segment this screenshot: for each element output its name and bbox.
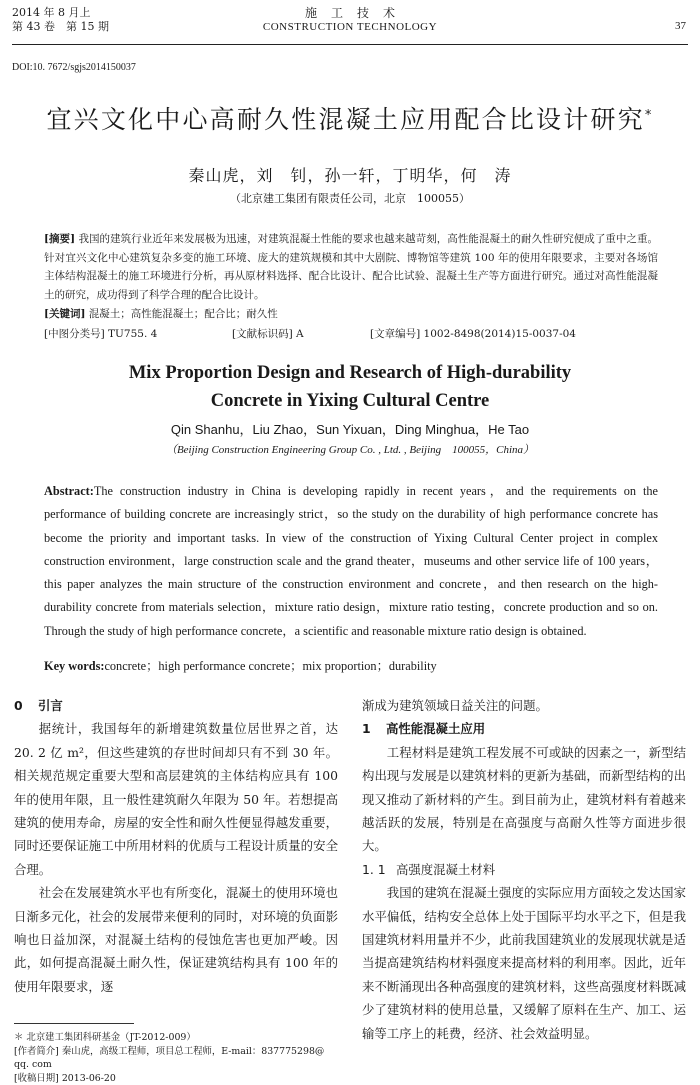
funding-marker: *: [645, 108, 654, 123]
abstract-en: [44, 480, 658, 643]
abstract-cn: [44, 230, 658, 304]
subsection-title: 高强度混凝土材料: [396, 862, 495, 877]
section-title: 高性能混凝土应用: [386, 721, 485, 736]
subsection-heading-high-strength: [362, 858, 686, 881]
section-heading-hpc-application: [362, 717, 686, 740]
article-number: [370, 326, 576, 342]
page-number: 37: [675, 20, 686, 32]
keywords-en-text: concrete；high performance concrete；mix proportion；durability: [104, 659, 436, 673]
authors-cn: 秦山虎，刘 钊，孙一轩，丁明华，何 涛: [0, 165, 700, 187]
section-heading-introduction: [14, 694, 338, 717]
clc-value: TU755. 4: [108, 328, 157, 340]
header-divider: [12, 44, 688, 45]
funding-note: ＊ 北京建工集团科研基金（JT-2012-009）: [14, 1031, 338, 1045]
journal-name-cn: 施工技术: [0, 6, 700, 20]
abstract-en-text: The construction industry in China is developing rapidly in recent years，and the requirements on the performance of building concrete are increasingly strict，so the study on the durability of high performance concrete has become the priority and important tasks. In view of the construction of Yixing Cultural Center project in complex construction environment，large construction scale and the grand theater，museums and other service life of 100 years，this paper analyzes the main structure of the construction environment and concrete，and then research on the high-durability concrete from materials selection，mixture ratio design，mixture ratio testing，concrete production and so on. Through the study of high performance concrete，a scientific and reasonable mixture ratio design is obtained.: [44, 484, 658, 638]
subsection-number: 1. 1: [362, 858, 396, 881]
paragraph: 我国的建筑在混凝土强度的实际应用方面较之发达国家水平偏低，结构安全总体上处于国际平均水平之下，但是我国建筑材料用量并不少，此前我国建筑业的发展现状就是适当提高建筑结构材料强度来提高材料的利用率。因此，近年来不断涌现出各种高强度的建筑材料，这些高强度材料既减少了建筑材料的使用总量，又缓解了原料在生产、加工、运输等工序上的耗费，经济、社会效益明显。: [362, 881, 686, 1045]
journal-name-en: CONSTRUCTION TECHNOLOGY: [0, 20, 700, 34]
paper-title-en-line2: Concrete in Yixing Cultural Centre: [0, 387, 700, 415]
article-value: 1002-8498(2014)15-0037-04: [424, 328, 576, 340]
received-date: [14, 1072, 338, 1085]
author-bio: [14, 1045, 338, 1072]
section-number: 0: [14, 694, 38, 717]
abstract-cn-text: 我国的建筑行业近年来发展极为迅速，对建筑混凝土性能的要求也越来越苛刻，高性能混凝土的耐久性研究便成了重中之重。针对宜兴文化中心建筑复杂多变的施工环境、庞大的建筑规模和其中大剧院、博物馆等建筑 100 年的使用年限要求，主要对各场馆主体结构混凝土的施工环境进行分析，再从原材料选择、配合比设计、配合比试验、混凝土生产等方面进行研究。通过对高性能混凝土的研究，成功得到了科学合理的配合比设计。: [44, 233, 658, 301]
issue-volume: 第 43 卷 第 15 期: [12, 20, 109, 34]
doccode-label: [文献标识码]: [232, 328, 293, 340]
document-code: [232, 326, 304, 342]
issue-date: 2014 年 8 月上: [12, 6, 109, 20]
abstract-cn-label: [摘要]: [44, 233, 75, 245]
paper-title-cn: [0, 104, 700, 136]
keywords-en: [44, 656, 658, 676]
footnote-divider: [14, 1023, 134, 1024]
keywords-en-label: Key words:: [44, 659, 104, 673]
keywords-cn-label: [关键词]: [44, 308, 85, 320]
keywords-cn-text: 混凝土；高性能混凝土；配合比；耐久性: [89, 308, 278, 320]
paper-title-en-line1: Mix Proportion Design and Research of High-durability: [0, 359, 700, 387]
author-bio-text: 秦山虎，高级工程师，项目总工程师，E-mail：837775298@ qq. com: [14, 1046, 324, 1071]
body-column-right: [362, 694, 686, 1045]
keywords-cn: [44, 306, 278, 322]
clc-number: [44, 326, 157, 342]
footnote: [14, 1031, 338, 1085]
section-title: 引言: [38, 698, 63, 713]
authors-en: Qin Shanhu，Liu Zhao，Sun Yixuan，Ding Minghua，He Tao: [0, 421, 700, 439]
received-date-text: 2013-06-20: [62, 1073, 116, 1084]
paragraph: 据统计，我国每年的新增建筑数量位居世界之首，达 20. 2 亿 m²，但这些建筑的存世时间却只有不到 30 年。相关规范规定重要大型和高层建筑的主体结构应具有 100 年的使用年限，且一般性建筑耐久年限为 50 年。若想提高建筑的使用寿命，房屋的安全性和耐久性便显得越发重要，同时还要保证施工中所用材料的优质与工程设计质量的安全合理。: [14, 717, 338, 881]
paragraph: 社会在发展建筑水平也有所变化，混凝土的使用环境也日渐多元化，社会的发展带来便利的同时，对环境的负面影响也日益加深，对混凝土结构的侵蚀危害也更加严峻。因此，如何提高混凝土耐久性，保证建筑结构具有 100 年的使用年限要求，逐: [14, 881, 338, 998]
body-column-left: [14, 694, 338, 998]
author-bio-label: [作者简介]: [14, 1046, 59, 1057]
affiliation-en: （Beijing Construction Engineering Group Co. , Ltd. , Beijing 100055，China）: [0, 443, 700, 458]
received-date-label: [收稿日期]: [14, 1073, 59, 1084]
article-label: [文章编号]: [370, 328, 420, 340]
paragraph: 工程材料是建筑工程发展不可或缺的因素之一，新型结构出现与发展是以建筑材料的更新为基础，而新型结构的出现又推动了新材料的产生。到目前为止，建筑材料有着越来越活跃的发展，特别是在高强度与高耐久性等方面进步很大。: [362, 741, 686, 858]
abstract-en-label: Abstract:: [44, 484, 94, 498]
affiliation-cn: （北京建工集团有限责任公司，北京 100055）: [0, 191, 700, 206]
running-header-journal: [0, 6, 700, 34]
paper-title-cn-text: 宜兴文化中心高耐久性混凝土应用配合比设计研究: [46, 105, 644, 134]
paragraph-continued: 渐成为建筑领域日益关注的问题。: [362, 694, 686, 717]
paper-title-en: [0, 359, 700, 415]
section-number: 1: [362, 717, 386, 740]
doccode-value: A: [296, 328, 304, 340]
clc-label: [中图分类号]: [44, 328, 105, 340]
doi: DOI:10. 7672/sgjs2014150037: [12, 62, 136, 73]
